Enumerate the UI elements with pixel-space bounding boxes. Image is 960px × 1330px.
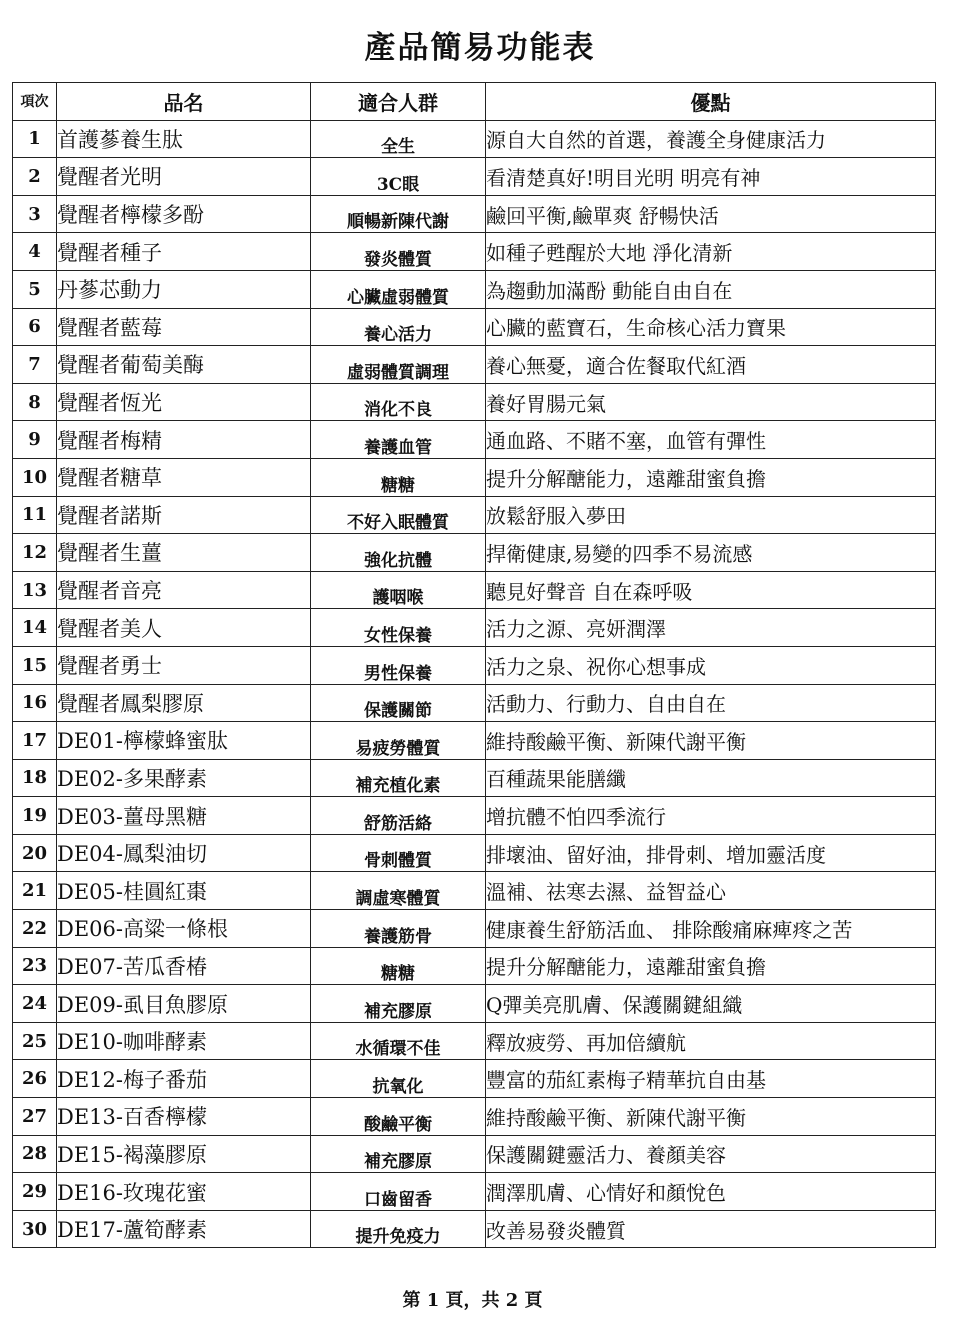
product-name-cell: DE12-梅子番茄 — [57, 1060, 311, 1098]
target-group-cell: 順暢新陳代謝 — [311, 195, 486, 233]
table-row — [13, 158, 936, 196]
benefit-cell: 鹼回平衡,鹼單爽 舒暢快活 — [486, 195, 936, 233]
table-row — [13, 346, 936, 384]
product-name-cell: DE03-薑母黑糖 — [57, 797, 311, 835]
row-index-cell: 9 — [13, 421, 57, 459]
row-index-cell: 25 — [13, 1022, 57, 1060]
table-row — [13, 1022, 936, 1060]
product-name-cell: 覺醒者鳳梨膠原 — [57, 684, 311, 722]
benefit-cell: 改善易發炎體質 — [486, 1210, 936, 1248]
row-index-cell: 20 — [13, 834, 57, 872]
target-group-cell: 補充膠原 — [311, 1135, 486, 1173]
product-name-cell: 覺醒者音亮 — [57, 571, 311, 609]
table-row — [13, 834, 936, 872]
row-index-cell: 8 — [13, 383, 57, 421]
row-index-cell: 19 — [13, 797, 57, 835]
header-benefits: 優點 — [486, 83, 936, 121]
product-name-cell: 覺醒者葡萄美酶 — [57, 346, 311, 384]
benefit-cell: 源自大自然的首選，養護全身健康活力 — [486, 120, 936, 158]
row-index-cell: 14 — [13, 609, 57, 647]
target-group-cell: 水循環不佳 — [311, 1022, 486, 1060]
benefit-cell: 通血路、不賭不塞，血管有彈性 — [486, 421, 936, 459]
target-group-cell: 消化不良 — [311, 383, 486, 421]
benefit-cell: 活動力、行動力、自由自在 — [486, 684, 936, 722]
target-group-cell: 養心活力 — [311, 308, 486, 346]
benefit-cell: 維持酸鹼平衡、新陳代謝平衡 — [486, 722, 936, 760]
benefit-cell: 活力之源、亮妍潤澤 — [486, 609, 936, 647]
row-index-cell: 21 — [13, 872, 57, 910]
header-index: 項次 — [13, 83, 57, 121]
table-row — [13, 609, 936, 647]
row-index-cell: 16 — [13, 684, 57, 722]
row-index-cell: 5 — [13, 270, 57, 308]
benefit-cell: 健康養生舒筋活血、 排除酸痛麻痺疼之苦 — [486, 910, 936, 948]
target-group-cell: 虛弱體質調理 — [311, 346, 486, 384]
document-title: 產品簡易功能表 — [364, 30, 596, 66]
target-group-cell: 口齒留香 — [311, 1173, 486, 1211]
row-index-cell: 26 — [13, 1060, 57, 1098]
table-row — [13, 684, 936, 722]
product-name-cell: DE01-檸檬蜂蜜肽 — [57, 722, 311, 760]
table-row — [13, 872, 936, 910]
target-group-cell: 發炎體質 — [311, 233, 486, 271]
target-group-cell: 調虛寒體質 — [311, 872, 486, 910]
benefit-cell: 活力之泉、祝你心想事成 — [486, 646, 936, 684]
target-group-cell: 舒筋活絡 — [311, 797, 486, 835]
product-name-cell: DE10-咖啡酵素 — [57, 1022, 311, 1060]
benefit-cell: 聽見好聲音 自在森呼吸 — [486, 571, 936, 609]
table-row — [13, 458, 936, 496]
table-row — [13, 722, 936, 760]
benefit-cell: Q彈美亮肌膚、保護關鍵組織 — [486, 985, 936, 1023]
table-row — [13, 233, 936, 271]
target-group-cell: 骨刺體質 — [311, 834, 486, 872]
row-index-cell: 2 — [13, 158, 57, 196]
header-product-name: 品名 — [57, 83, 311, 121]
product-name-cell: 丹蔘芯動力 — [57, 270, 311, 308]
table-row — [13, 383, 936, 421]
benefit-cell: 百種蔬果能膳纖 — [486, 759, 936, 797]
target-group-cell: 女性保養 — [311, 609, 486, 647]
row-index-cell: 29 — [13, 1173, 57, 1211]
benefit-cell: 養心無憂，適合佐餐取代紅酒 — [486, 346, 936, 384]
table-row — [13, 534, 936, 572]
table-row — [13, 1135, 936, 1173]
row-index-cell: 1 — [13, 120, 57, 158]
benefit-cell: 提升分解醣能力，遠離甜蜜負擔 — [486, 947, 936, 985]
table-header-row — [13, 83, 936, 121]
table-row — [13, 797, 936, 835]
table-row — [13, 195, 936, 233]
row-index-cell: 6 — [13, 308, 57, 346]
benefit-cell: 排壞油、留好油，排骨刺、增加靈活度 — [486, 834, 936, 872]
product-name-cell: 首護蔘養生肽 — [57, 120, 311, 158]
row-index-cell: 11 — [13, 496, 57, 534]
benefit-cell: 保護關鍵靈活力、養顏美容 — [486, 1135, 936, 1173]
product-name-cell: DE06-高粱一條根 — [57, 910, 311, 948]
target-group-cell: 易疲勞體質 — [311, 722, 486, 760]
target-group-cell: 男性保養 — [311, 646, 486, 684]
table-row — [13, 421, 936, 459]
product-name-cell: DE05-桂圓紅棗 — [57, 872, 311, 910]
target-group-cell: 養護筋骨 — [311, 910, 486, 948]
row-index-cell: 7 — [13, 346, 57, 384]
benefit-cell: 捍衛健康,易變的四季不易流感 — [486, 534, 936, 572]
target-group-cell: 糖糖 — [311, 947, 486, 985]
table-row — [13, 759, 936, 797]
table-row — [13, 308, 936, 346]
table-row — [13, 1210, 936, 1248]
product-name-cell: 覺醒者生薑 — [57, 534, 311, 572]
product-name-cell: 覺醒者糖草 — [57, 458, 311, 496]
table-row — [13, 120, 936, 158]
product-name-cell: 覺醒者勇士 — [57, 646, 311, 684]
product-name-cell: 覺醒者梅精 — [57, 421, 311, 459]
benefit-cell: 養好胃腸元氣 — [486, 383, 936, 421]
product-name-cell: 覺醒者藍莓 — [57, 308, 311, 346]
row-index-cell: 28 — [13, 1135, 57, 1173]
row-index-cell: 24 — [13, 985, 57, 1023]
product-name-cell: DE07-苦瓜香椿 — [57, 947, 311, 985]
product-name-cell: 覺醒者美人 — [57, 609, 311, 647]
product-name-cell: DE04-鳳梨油切 — [57, 834, 311, 872]
target-group-cell: 抗氧化 — [311, 1060, 486, 1098]
product-name-cell: 覺醒者種子 — [57, 233, 311, 271]
product-name-cell: DE13-百香檸檬 — [57, 1098, 311, 1136]
benefit-cell: 提升分解醣能力，遠離甜蜜負擔 — [486, 458, 936, 496]
row-index-cell: 22 — [13, 910, 57, 948]
table-row — [13, 985, 936, 1023]
target-group-cell: 不好入眠體質 — [311, 496, 486, 534]
table-row — [13, 947, 936, 985]
benefit-cell: 放鬆舒服入夢田 — [486, 496, 936, 534]
benefit-cell: 潤澤肌膚、心情好和顏悅色 — [486, 1173, 936, 1211]
benefit-cell: 心臟的藍寶石，生命核心活力寶果 — [486, 308, 936, 346]
target-group-cell: 強化抗體 — [311, 534, 486, 572]
header-target-group: 適合人群 — [311, 83, 486, 121]
product-name-cell: 覺醒者檸檬多酚 — [57, 195, 311, 233]
row-index-cell: 3 — [13, 195, 57, 233]
product-name-cell: DE16-玫瑰花蜜 — [57, 1173, 311, 1211]
target-group-cell: 心臟虛弱體質 — [311, 270, 486, 308]
product-name-cell: 覺醒者諾斯 — [57, 496, 311, 534]
table-row — [13, 646, 936, 684]
benefit-cell: 如種子甦醒於大地 淨化清新 — [486, 233, 936, 271]
product-function-table — [12, 82, 936, 1248]
row-index-cell: 12 — [13, 534, 57, 572]
target-group-cell: 補充膠原 — [311, 985, 486, 1023]
benefit-cell: 維持酸鹼平衡、新陳代謝平衡 — [486, 1098, 936, 1136]
row-index-cell: 27 — [13, 1098, 57, 1136]
table-row — [13, 496, 936, 534]
target-group-cell: 糖糖 — [311, 458, 486, 496]
row-index-cell: 23 — [13, 947, 57, 985]
row-index-cell: 15 — [13, 646, 57, 684]
target-group-cell: 提升免疫力 — [311, 1210, 486, 1248]
target-group-cell: 護咽喉 — [311, 571, 486, 609]
table-row — [13, 571, 936, 609]
product-name-cell: DE09-虱目魚膠原 — [57, 985, 311, 1023]
table-row — [13, 270, 936, 308]
table-row — [13, 910, 936, 948]
row-index-cell: 17 — [13, 722, 57, 760]
benefit-cell: 增抗體不怕四季流行 — [486, 797, 936, 835]
row-index-cell: 13 — [13, 571, 57, 609]
target-group-cell: 酸鹼平衡 — [311, 1098, 486, 1136]
product-name-cell: 覺醒者光明 — [57, 158, 311, 196]
row-index-cell: 30 — [13, 1210, 57, 1248]
row-index-cell: 18 — [13, 759, 57, 797]
product-name-cell: DE15-褐藻膠原 — [57, 1135, 311, 1173]
product-name-cell: DE17-蘆筍酵素 — [57, 1210, 311, 1248]
target-group-cell: 3C眼 — [311, 158, 486, 196]
row-index-cell: 10 — [13, 458, 57, 496]
target-group-cell: 全生 — [311, 120, 486, 158]
product-name-cell: 覺醒者恆光 — [57, 383, 311, 421]
benefit-cell: 看清楚真好!明目光明 明亮有神 — [486, 158, 936, 196]
row-index-cell: 4 — [13, 233, 57, 271]
benefit-cell: 溫補、祛寒去濕、益智益心 — [486, 872, 936, 910]
benefit-cell: 為趨動加滿酚 動能自由自在 — [486, 270, 936, 308]
benefit-cell: 豐富的茄紅素梅子精華抗自由基 — [486, 1060, 936, 1098]
target-group-cell: 養護血管 — [311, 421, 486, 459]
benefit-cell: 釋放疲勞、再加倍續航 — [486, 1022, 936, 1060]
target-group-cell: 保護關節 — [311, 684, 486, 722]
table-row — [13, 1098, 936, 1136]
product-name-cell: DE02-多果酵素 — [57, 759, 311, 797]
page-number-footer: 第 1 頁，共 2 頁 — [402, 1290, 543, 1311]
table-row — [13, 1173, 936, 1211]
target-group-cell: 補充植化素 — [311, 759, 486, 797]
table-row — [13, 1060, 936, 1098]
